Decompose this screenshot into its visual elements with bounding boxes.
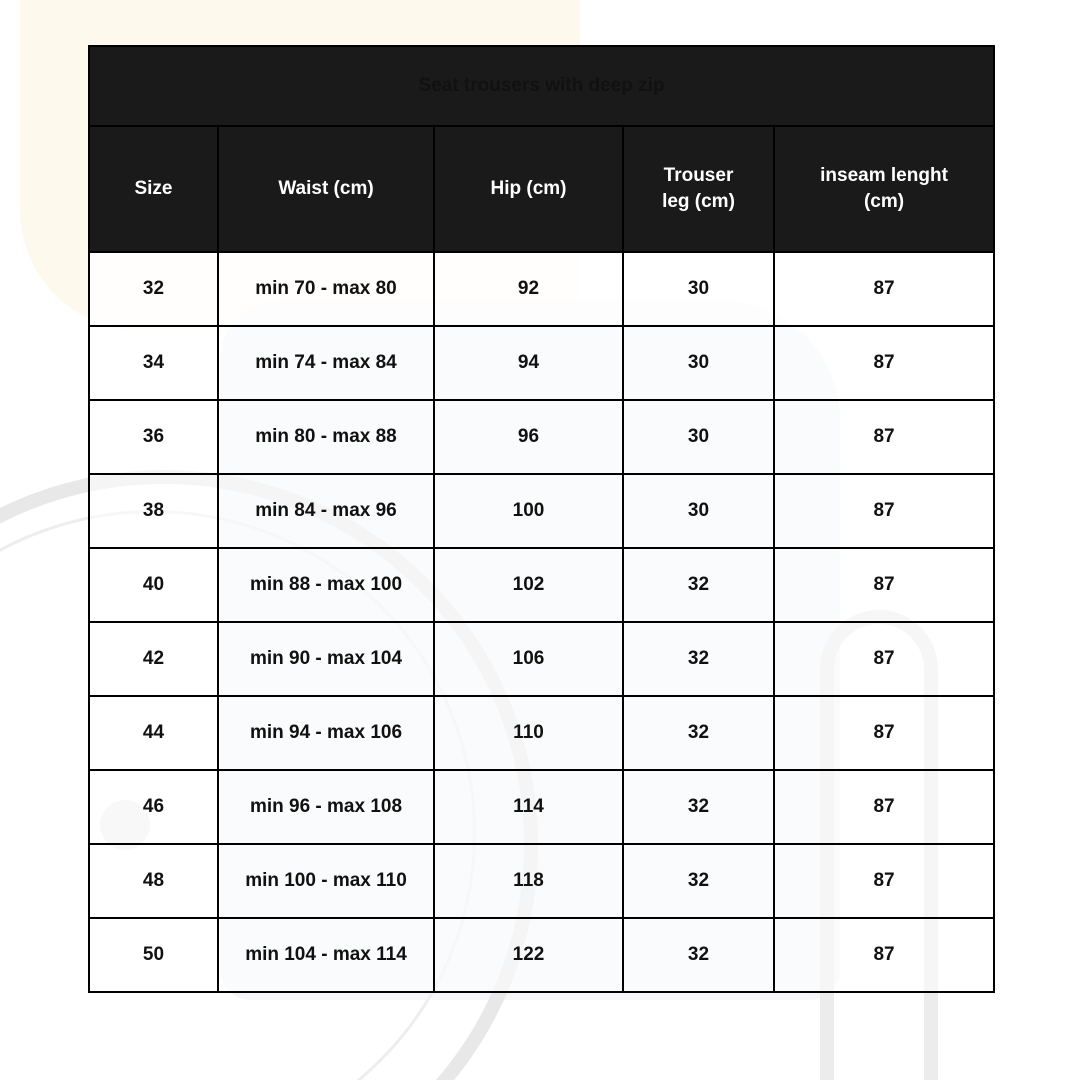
cell-size: 40 — [89, 548, 218, 622]
cell-hip: 94 — [434, 326, 623, 400]
cell-trouser-leg: 32 — [623, 844, 774, 918]
cell-hip: 100 — [434, 474, 623, 548]
header-hip: Hip (cm) — [434, 126, 623, 252]
cell-size: 32 — [89, 252, 218, 326]
cell-trouser-leg: 32 — [623, 548, 774, 622]
cell-trouser-leg: 32 — [623, 770, 774, 844]
header-inseam — [774, 126, 994, 252]
cell-hip: 96 — [434, 400, 623, 474]
cell-inseam: 87 — [774, 844, 994, 918]
cell-hip: 122 — [434, 918, 623, 992]
cell-waist: min 84 - max 96 — [218, 474, 434, 548]
header-inseam-line1: inseam lenght — [820, 165, 948, 186]
cell-size: 36 — [89, 400, 218, 474]
cell-inseam: 87 — [774, 548, 994, 622]
cell-inseam: 87 — [774, 622, 994, 696]
header-row — [89, 126, 994, 252]
table-row — [89, 844, 994, 918]
cell-size: 38 — [89, 474, 218, 548]
cell-hip: 106 — [434, 622, 623, 696]
cell-inseam: 87 — [774, 400, 994, 474]
table-title: Seat trousers with deep zip — [89, 46, 994, 126]
cell-inseam: 87 — [774, 696, 994, 770]
cell-hip: 114 — [434, 770, 623, 844]
cell-size: 42 — [89, 622, 218, 696]
cell-trouser-leg: 32 — [623, 918, 774, 992]
cell-waist: min 100 - max 110 — [218, 844, 434, 918]
cell-inseam: 87 — [774, 252, 994, 326]
size-chart-table — [88, 45, 995, 993]
cell-inseam: 87 — [774, 326, 994, 400]
cell-size: 48 — [89, 844, 218, 918]
header-trouser-leg — [623, 126, 774, 252]
cell-waist: min 88 - max 100 — [218, 548, 434, 622]
cell-hip: 110 — [434, 696, 623, 770]
cell-size: 34 — [89, 326, 218, 400]
cell-trouser-leg: 30 — [623, 400, 774, 474]
cell-hip: 92 — [434, 252, 623, 326]
cell-trouser-leg: 32 — [623, 696, 774, 770]
cell-inseam: 87 — [774, 474, 994, 548]
header-inseam-line2: (cm) — [863, 191, 905, 212]
table-row — [89, 918, 994, 992]
header-trouser-leg-line1: Trouser — [663, 165, 734, 186]
header-trouser-leg-line2: leg (cm) — [662, 191, 735, 212]
cell-trouser-leg: 30 — [623, 326, 774, 400]
table-row — [89, 770, 994, 844]
table-row — [89, 326, 994, 400]
cell-size: 44 — [89, 696, 218, 770]
header-size: Size — [89, 126, 218, 252]
cell-trouser-leg: 30 — [623, 474, 774, 548]
cell-trouser-leg: 30 — [623, 252, 774, 326]
cell-waist: min 70 - max 80 — [218, 252, 434, 326]
cell-inseam: 87 — [774, 918, 994, 992]
header-waist: Waist (cm) — [218, 126, 434, 252]
cell-waist: min 96 - max 108 — [218, 770, 434, 844]
table-row — [89, 548, 994, 622]
table-row — [89, 622, 994, 696]
cell-size: 46 — [89, 770, 218, 844]
cell-waist: min 74 - max 84 — [218, 326, 434, 400]
cell-hip: 102 — [434, 548, 623, 622]
cell-waist: min 80 - max 88 — [218, 400, 434, 474]
cell-waist: min 104 - max 114 — [218, 918, 434, 992]
table-row — [89, 474, 994, 548]
table-row — [89, 696, 994, 770]
table-row — [89, 252, 994, 326]
table-row — [89, 400, 994, 474]
cell-waist: min 90 - max 104 — [218, 622, 434, 696]
cell-size: 50 — [89, 918, 218, 992]
cell-inseam: 87 — [774, 770, 994, 844]
cell-hip: 118 — [434, 844, 623, 918]
cell-waist: min 94 - max 106 — [218, 696, 434, 770]
cell-trouser-leg: 32 — [623, 622, 774, 696]
